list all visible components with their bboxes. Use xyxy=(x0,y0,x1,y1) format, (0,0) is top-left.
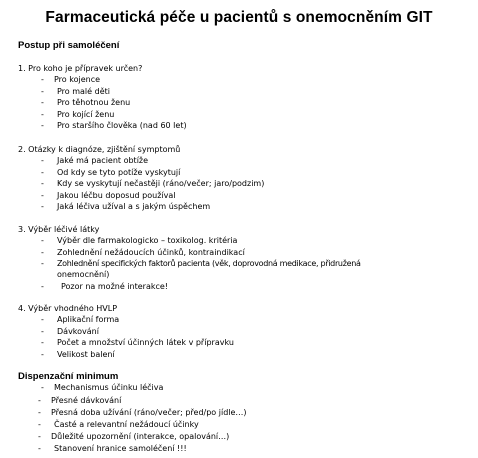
list-bullet: - xyxy=(38,444,41,453)
list-bullet: - xyxy=(41,156,44,165)
list-item: Pro kojící ženu xyxy=(57,110,115,119)
question-1-heading: 1. Pro koho je přípravek určen? xyxy=(18,64,143,73)
list-bullet: - xyxy=(41,315,44,324)
list-item: Pro kojence xyxy=(54,75,101,84)
list-bullet: - xyxy=(41,110,44,119)
section-heading-dispensing-minimum: Dispenzační minimum xyxy=(18,371,119,382)
list-item: Velikost balení xyxy=(57,350,115,359)
list-item: Mechanismus účinku léčiva xyxy=(54,383,164,392)
list-bullet: - xyxy=(41,338,44,347)
list-item: Aplikační forma xyxy=(57,315,120,324)
list-bullet: - xyxy=(41,191,44,200)
list-bullet: - xyxy=(41,179,44,188)
list-item: Stanovení hranice samoléčení !!! xyxy=(54,444,187,453)
list-bullet: - xyxy=(41,87,44,96)
list-bullet: - xyxy=(41,168,44,177)
list-item: Pro malé děti xyxy=(57,87,110,96)
list-bullet: - xyxy=(41,383,44,392)
list-item: Dávkování xyxy=(57,327,99,336)
list-bullet: - xyxy=(38,408,41,417)
list-bullet: - xyxy=(41,350,44,359)
list-bullet: - xyxy=(41,248,44,257)
list-item: Zohlednění specifických faktorů pacienta (věk, doprovodná medikace, přidružená xyxy=(57,259,361,268)
list-item: Jaká léčiva užíval a s jakým úspěchem xyxy=(57,202,211,211)
list-bullet: - xyxy=(38,396,41,405)
list-item: Pro staršího člověka (nad 60 let) xyxy=(57,121,187,130)
list-bullet: - xyxy=(41,259,44,268)
list-item-continuation: onemocnění) xyxy=(57,270,110,279)
list-item: Jaké má pacient obtíže xyxy=(57,156,149,165)
list-item: Přesná doba užívání (ráno/večer; před/po jídle…) xyxy=(51,408,247,417)
question-2-heading: 2. Otázky k diagnóze, zjištění symptomů xyxy=(18,145,181,154)
section-heading-self-medication: Postup při samoléčení xyxy=(18,40,120,51)
list-item: Jakou léčbu doposud používal xyxy=(57,191,176,200)
list-bullet: - xyxy=(38,432,41,441)
list-bullet: - xyxy=(41,282,44,291)
list-item: Počet a množství účinných látek v přípravku xyxy=(57,338,234,347)
list-bullet: - xyxy=(41,121,44,130)
list-item: Od kdy se tyto potíže vyskytují xyxy=(57,168,181,177)
list-bullet: - xyxy=(41,327,44,336)
question-3-heading: 3. Výběr léčivé látky xyxy=(18,225,100,234)
list-bullet: - xyxy=(41,202,44,211)
list-item: Důležité upozornění (interakce, opalování…) xyxy=(51,432,230,441)
list-bullet: - xyxy=(38,420,41,429)
list-bullet: - xyxy=(41,98,44,107)
list-bullet: - xyxy=(41,236,44,245)
document-title: Farmaceutická péče u pacientů s onemocněním GIT xyxy=(45,9,433,26)
list-bullet: - xyxy=(41,75,44,84)
list-item: Pro těhotnou ženu xyxy=(57,98,131,107)
list-item: Přesné dávkování xyxy=(51,396,122,405)
list-item: Výběr dle farmakologicko – toxikolog. kritéria xyxy=(57,236,238,245)
question-4-heading: 4. Výběr vhodného HVLP xyxy=(18,304,118,313)
list-item: Zohlednění nežádoucích účinků, kontraindikací xyxy=(57,248,245,257)
list-item: Pozor na možné interakce! xyxy=(61,282,168,291)
list-item: Časté a relevantní nežádoucí účinky xyxy=(54,420,199,429)
list-item: Kdy se vyskytují nečastěji (ráno/večer; jaro/podzim) xyxy=(57,179,265,188)
